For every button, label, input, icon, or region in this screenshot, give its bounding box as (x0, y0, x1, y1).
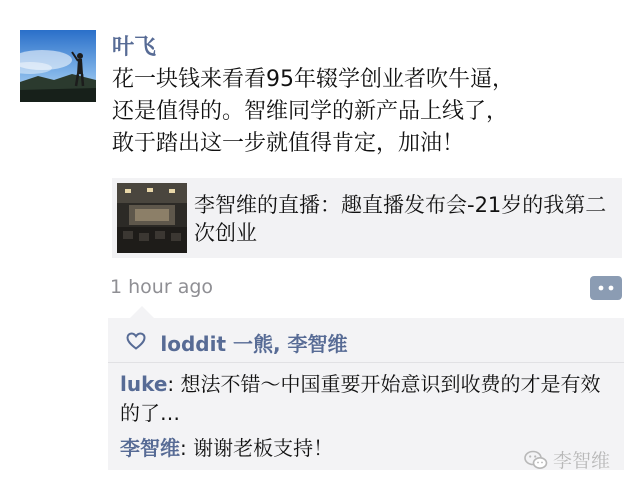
comment-author[interactable]: luke (120, 372, 168, 396)
comments-pointer (130, 306, 154, 318)
heart-icon (126, 332, 146, 350)
comment-separator: : (167, 372, 181, 396)
shared-link-card[interactable] (112, 178, 622, 258)
liked-by-names[interactable]: loddit 一熊, 李智维 (160, 332, 348, 356)
shared-link-title: 李智维的直播：趣直播发布会-21岁的我第二次创业 (194, 193, 607, 245)
likes-divider (108, 362, 624, 363)
post-text (112, 64, 622, 160)
comment-author[interactable]: 李智维 (120, 436, 180, 460)
post-text-line: 花一块钱来看看95年辍学创业者吹牛逼， (112, 67, 514, 92)
post-text-line: 还是值得的。智维同学的新产品上线了， (112, 99, 509, 124)
comment-text: 谢谢老板支持！ (193, 436, 334, 460)
shared-link-thumbnail (117, 183, 187, 253)
more-dots-icon (590, 276, 622, 300)
likes-row (126, 328, 348, 354)
avatar-image (20, 30, 96, 102)
comment-item[interactable] (120, 434, 333, 463)
watermark (524, 446, 610, 473)
comment-text: 想法不错～中国重要开始意识到收费的才是有效的了… (120, 372, 601, 425)
wechat-icon (524, 450, 548, 470)
comment-menu-button[interactable] (590, 276, 622, 300)
post-timestamp: 1 hour ago (110, 276, 214, 298)
post-text-line: 敢于踏出这一步就值得肯定，加油！ (112, 131, 465, 156)
author-avatar[interactable] (20, 30, 96, 102)
comment-separator: : (180, 436, 194, 460)
author-name[interactable]: 叶飞 (112, 35, 157, 60)
watermark-text: 李智维 (553, 450, 611, 472)
comment-item[interactable] (120, 370, 610, 428)
stage-photo-icon (117, 183, 187, 253)
